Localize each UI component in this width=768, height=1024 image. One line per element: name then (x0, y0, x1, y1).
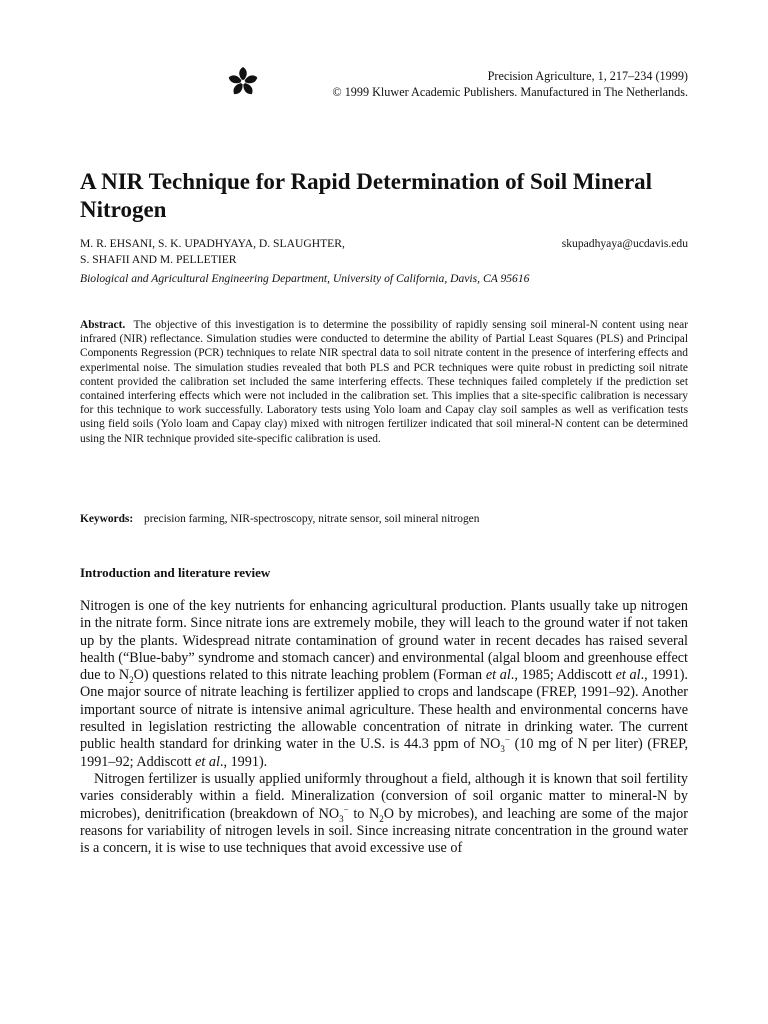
section-heading: Introduction and literature review (80, 565, 271, 580)
journal-header (332, 68, 688, 100)
copyright-notice: © 1999 Kluwer Academic Publishers. Manufactured in The Netherlands. (332, 85, 688, 99)
paragraph-1: Nitrogen is one of the key nutrients for enhancing agricultural production. Plants usually take up nitrogen in the nitrate form. Since nitrate ions are extremely mobile, they will leach to the ground water if not taken up by the plants. Widespread nitrate contamination of ground water in recent decades has raised several health (“Blue-baby” syndrome and stomach cancer) and environmental (algal bloom and greenhouse effect due to $N_2O$) questions related to this nitrate leaching problem (Forman et al., 1985; Addiscott et al., 1991). One major source of nitrate leaching is fertilizer applied to crops and landscape (FREP, 1991–92). Another important source of nitrate is intensive animal agriculture. These health and environmental concerns have resulted in legislation restricting the allowable concentration of nitrate in drinking water. The current public health standard for drinking water in the U.S. is 44.3 ppm of $NO_3^-$ (10 mg of N per liter) (FREP, 1991–92; Addiscott et al., 1991). (80, 598, 688, 770)
keywords-text: precision farming, NIR-spectroscopy, nitrate sensor, soil mineral nitrogen (144, 513, 480, 525)
author-email: skupadhyaya@ucdavis.edu (561, 237, 688, 250)
paragraph-2: Nitrogen fertilizer is usually applied uniformly throughout a field, although it is known that soil fertility varies considerably within a field. Mineralization (conversion of soil organic matter to mineral-N by microbes), denitrification (breakdown of $NO_3^-$ to $N_2O$ by microbes), and leaching are some of the major reasons for variability of nitrogen levels in soil. Since increasing nitrate concentration in the ground water is a concern, it is wise to use techniques that avoid excessive use of (80, 770, 689, 857)
article-title: A NIR Technique for Rapid Determination of Soil Mineral Nitrogen (80, 169, 653, 222)
abstract-label: Abstract. (80, 319, 126, 331)
affiliation: Biological and Agricultural Engineering Department, University of California, Davis, CA 95616 (80, 272, 530, 285)
authors-line-1: M. R. EHSANI, S. K. UPADHYAYA, D. SLAUGHTER, (80, 237, 345, 250)
author-block (80, 236, 688, 268)
abstract-text: The objective of this investigation is to determine the possibility of rapidly sensing soil mineral-N content using near infrared (NIR) reflectance. Simulation studies were conducted to determine the ability of Partial Least Squares (PLS) and Principal Components Regression (PCR) techniques to relate NIR spectral data to soil nitrate content in the presence of interfering effects and experimental noise. The simulation studies revealed that both PLS and PCR techniques were quite robust in predicting soil nitrate content provided the calibration set included the same interfering effects. These techniques failed completely if the prediction set contained interfering effects which were not included in the calibration set. This implies that a site-specific calibration is necessary for this technique to work successfully. Laboratory tests using Yolo loam and Capay clay soil samples as well as verification tests using field soils (Yolo loam and Capay clay) mixed with nitrogen fertilizer indicated that soil mineral-N content can be determined using the NIR technique provided site-specific calibration is used. (80, 319, 688, 445)
authors-line-2: S. SHAFII AND M. PELLETIER (80, 253, 237, 266)
keywords (80, 513, 688, 525)
abstract (80, 318, 688, 446)
publisher-flower-logo-icon (227, 66, 259, 98)
body-text (80, 598, 688, 857)
keywords-label: Keywords: (80, 513, 134, 525)
journal-citation: Precision Agriculture, 1, 217–234 (1999) (487, 69, 688, 83)
